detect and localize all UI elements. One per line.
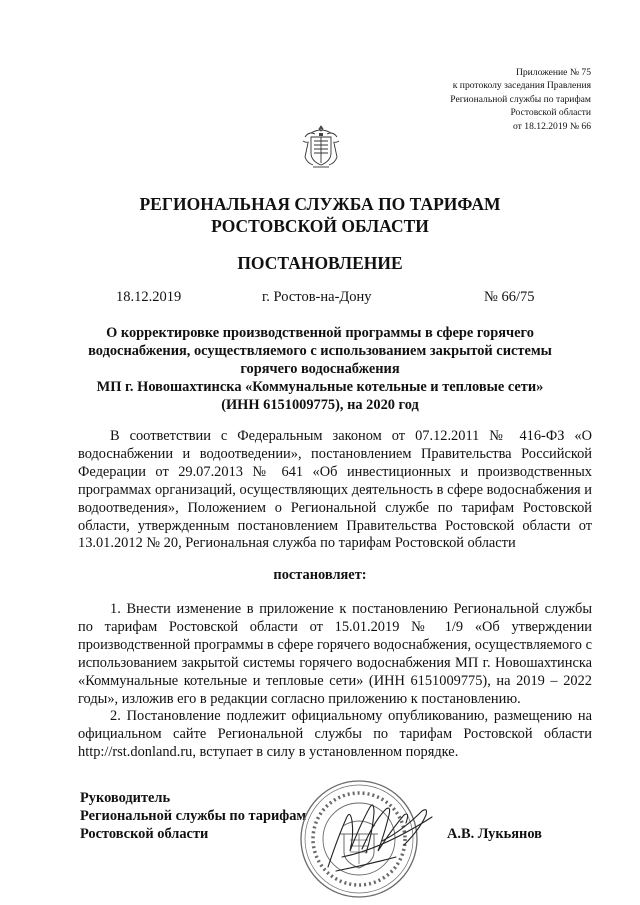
appendix-line: к протоколу заседания Правления: [452, 80, 591, 92]
organization-line: РОСТОВСКОЙ ОБЛАСТИ: [211, 216, 429, 236]
organization-line: РЕГИОНАЛЬНАЯ СЛУЖБА ПО ТАРИФАМ: [139, 194, 501, 214]
position-line: Ростовской области: [80, 825, 209, 842]
document-city: г. Ростов-на-Дону: [262, 289, 372, 305]
subject-line: МП г. Новошахтинска «Коммунальные котельные и тепловые сети»: [96, 378, 544, 395]
subject-line: водоснабжения, осуществляемого с использованием закрытой системы: [88, 342, 552, 359]
position-line: Руководитель: [80, 790, 171, 806]
decree-items: [78, 601, 592, 762]
subject-line: (ИНН 6151009775), на 2020 год: [221, 396, 419, 413]
signatory-position: [80, 790, 306, 844]
preamble-paragraph: В соответствии с Федеральным законом от 07.12.2011 № 416-ФЗ «О водоснабжении и водоотведении», постановлением Правительства Российской Федерации от 29.07.2013 № 641 «Об инвестиционных и производственных программах организаций, осуществляющих деятельность в сфере водоснабжения и водоотведения», Положением о Региональной службе по тарифам Ростовской области, утвержденным постановлением Правительства Ростовской области от 13.01.2012 № 20, Региональная служба по тарифам Ростовской области: [78, 428, 592, 552]
appendix-line: Региональной службы по тарифам: [450, 93, 591, 105]
document-subject: [60, 325, 580, 415]
position-line: Региональной службы по тарифам: [80, 807, 307, 824]
document-type: ПОСТАНОВЛЕНИЕ: [237, 253, 403, 273]
preamble: [78, 428, 592, 553]
subject-line: О корректировке производственной программы в сфере горячего: [106, 325, 534, 341]
appendix-reference: [450, 66, 591, 133]
document-number: № 66/75: [484, 289, 535, 305]
decree-item-1: 1. Внести изменение в приложение к постановлению Региональной службы по тарифам Ростовской области от 15.01.2019 № 1/9 «Об утверждении производственной программы в сфере горячего водоснабжения, осуществляемого с использованием закрытой системы горячего водоснабжения МП г. Новошахтинска «Коммунальные котельные и тепловые сети» (ИНН 6151009775), на 2019 – 2022 годы», изложив его в редакции согласно приложению к постановлению.: [78, 601, 592, 707]
signer-name: А.В. Лукьянов: [447, 826, 542, 842]
subject-line: горячего водоснабжения: [240, 360, 400, 377]
decree-item-2: 2. Постановление подлежит официальному опубликованию, размещению на официальном сайте Региональной службы по тарифам Ростовской области http://rst.donland.ru, вступает в силу в установленном порядке.: [78, 708, 592, 761]
appendix-line: Ростовской области: [510, 107, 591, 119]
handwritten-signature-icon: [322, 797, 442, 879]
document-date: 18.12.2019: [116, 289, 182, 305]
decree-word: постановляет:: [273, 567, 367, 583]
coat-of-arms-icon: [299, 123, 343, 171]
appendix-line: от 18.12.2019 № 66: [513, 120, 591, 132]
appendix-line: Приложение № 75: [515, 67, 591, 78]
organization-name: [0, 193, 640, 237]
